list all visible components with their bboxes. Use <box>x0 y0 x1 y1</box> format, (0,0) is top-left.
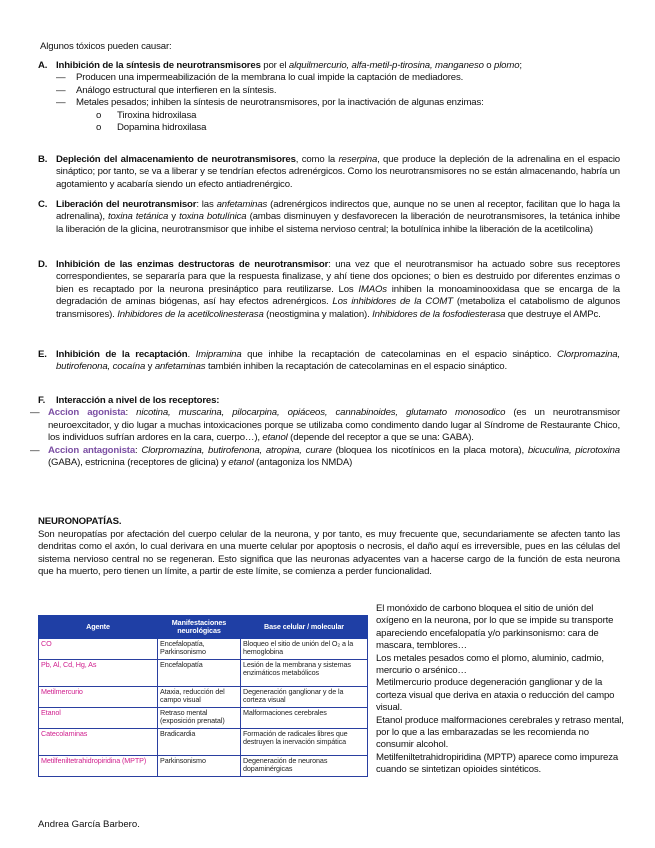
section-letter: A. <box>38 60 48 71</box>
side-paragraph: Etanol produce malformaciones cerebrales y retraso mental, por lo que a las embarazadas se les recomienda no consumir alcohol. <box>376 714 624 751</box>
section-text: Liberación del neurotransmisor: las anfetaminas (adrenérgicos indirectos que, aunque no se unen al receptor, facilitan que lo haga la adrenalina), toxina tetánica y toxina botulínica (ambas disminuyen y desfavorecen la liberación de neurotransmisores, la tetánica inhibe la liberación de la glicina, neurotransmisor que inhibe el sistema nervioso central; la botulínica inhibe la liberación de la acetilcolina) <box>56 199 621 235</box>
antagonist-item: — Accion antagonista: Clorpromazina, butirofenona, atropina, curare (bloquea los nicotínicos en la placa motora), bicuculina, picrotoxina (GABA), estricnina (receptores de glicina) y etanol (antagoniza los NMDA) <box>30 444 620 469</box>
neuronopathies-text: Son neuropatías por afectación del cuerpo celular de la neurona, y por tanto, es muy frecuente que, secundariamente se afecten tanto las dendritas como el axón, lo cual derivara en una muerte celular por apoptosis o necrosis, el daño aquí es irreversible, pues en las células del sistema nervioso central no se regeneran. Esto significa que las neuronas adyacentes van a hacerse cargo de la función de esta neurona que ha muerto, pero tienen un límite, a partir de este límite, se comienza a perder funcionalidad. <box>38 529 620 578</box>
section-e <box>38 349 620 374</box>
mechanism-cell: Lesión de la membrana y sistemas enzimáticos metabólicos <box>241 660 368 687</box>
agent-cell: Etanol <box>39 708 158 729</box>
section-d <box>38 259 620 321</box>
section-letter: B. <box>38 154 48 165</box>
column-header: Manifestaciones neurológicas <box>158 616 241 639</box>
column-header: Agente <box>39 616 158 639</box>
side-paragraph: Los metales pesados como el plomo, aluminio, cadmio, mercurio o arsénico… <box>376 652 604 677</box>
intro-text: Algunos tóxicos pueden causar: <box>40 41 172 52</box>
mechanism-cell: Degeneración ganglionar y de la corteza visual <box>241 687 368 708</box>
section-a <box>38 60 620 134</box>
section-title: Inhibición de las enzimas destructoras de neurotransmisor <box>56 259 329 270</box>
manifestation-cell: Encefalopatía <box>158 660 241 687</box>
table-row <box>39 660 368 687</box>
agent-cell: Metilmercurio <box>39 687 158 708</box>
table-row <box>39 639 368 660</box>
agent-cell: Catecolaminas <box>39 729 158 756</box>
table-header-row <box>39 616 368 639</box>
section-letter: E. <box>38 349 47 360</box>
column-header: Base celular / molecular <box>241 616 368 639</box>
mechanism-cell: Malformaciones cerebrales <box>241 708 368 729</box>
section-title: Inhibición de la recaptación <box>56 349 188 360</box>
agent-cell: CO <box>39 639 158 660</box>
section-b <box>38 154 620 191</box>
bullet-item: — Análogo estructural que interfieren en la síntesis. <box>56 84 277 96</box>
side-paragraph: El monóxido de carbono bloquea el sitio de unión del oxígeno en la neurona, por lo que se impide su transporte apareciendo encefalopatía y/o parkinsonismo: cara de mascara, temblores… <box>376 603 614 652</box>
table-row <box>39 756 368 777</box>
section-text: Inhibición de la síntesis de neurotransmisores por el alquilmercurio, alfa-metil-p-tirosina, manganeso o plomo; <box>56 60 522 71</box>
section-title: Inhibición de la síntesis de neurotransmisores <box>56 60 261 71</box>
agonist-label: Accion agonista <box>48 407 126 419</box>
agent-cell: Pb, Al, Cd, Hg, As <box>39 660 158 687</box>
agent-cell: Metilfeniltetrahidropiridina (MPTP) <box>39 756 158 777</box>
sub-bullet-item: o Tiroxina hidroxilasa <box>96 109 197 121</box>
bullet-item: — Producen una impermeabilización de la membrana lo cual impide la captación de mediadores. <box>56 72 464 84</box>
table-row <box>39 729 368 756</box>
side-notes <box>376 603 626 777</box>
mechanism-cell: Formación de radicales libres que destruyen la inervación simpática <box>241 729 368 756</box>
section-letter: D. <box>38 259 48 270</box>
section-c <box>38 199 620 236</box>
table-row <box>39 687 368 708</box>
sub-bullet-item: o Dopamina hidroxilasa <box>96 122 207 134</box>
section-letter: F. <box>38 395 46 406</box>
manifestation-cell: Bradicardia <box>158 729 241 756</box>
author-name: Andrea García Barbero. <box>38 819 140 830</box>
side-paragraph: Metilfeniltetrahidropiridina (MPTP) aparece como impureza cuando se sintetizan opioides sintéticos. <box>376 751 619 776</box>
section-text: Depleción del almacenamiento de neurotransmisores, como la reserpina, que produce la depleción de la adrenalina en el espacio sináptico; por tanto, se va a liberar y se tendrían efectos adrenérgicos. Como los neurotransmisores no se están almacenando, habría un agotamiento y acabaría siendo un efecto antiadrenérgico. <box>56 154 620 190</box>
manifestation-cell: Retraso mental (exposición prenatal) <box>158 708 241 729</box>
section-text: Inhibición de las enzimas destructoras de neurotransmisor: una vez que el neurotransmisor ha actuado sobre sus receptores correspondientes, se separaría para que la respuesta finalizase, y ahí tiene dos opciones; o bien es destruido por diferentes enzimas o bien es recaptado por la neurona presináptico para reutilizarse. Los IMAOs inhiben la monoaminooxidasa que se encarga de la degradación de aminas biógenas, así hay efectos adrenérgicos. Los inhibidores de la COMT (metaboliza el catabolismo de algunos transmisores). Inhibidores de la acetilcolinesterasa (neostigmina y malation). Inhibidores de la fosfodiesterasa que destruye el AMPc. <box>56 259 620 320</box>
section-title: Liberación del neurotransmisor <box>56 199 197 210</box>
agonist-item: — Accion agonista: nicotina, muscarina, pilocarpina, opiáceos, cannabinoides, glutamato monosodico (es un neurotransmisor neuroexcitador, y dio lugar a muchas intoxicaciones porque se utilizaba como condimento dando lugar al Síndrome de Restaurante Chico, los individuos sufrían ardores en la cara, cuerpo…), etanol (depende del receptor a que se una: GABA). <box>30 407 620 444</box>
bullet-item: — Metales pesados; inhiben la síntesis de neurotransmisores, por la inactivación de algunas enzimas: <box>56 97 484 109</box>
section-title: Interacción a nivel de los receptores: <box>56 395 220 406</box>
side-paragraph: Metilmercurio produce degeneración ganglionar y de la corteza visual que deriva en ataxia o reducción del campo visual. <box>376 677 615 714</box>
section-f <box>30 395 620 469</box>
section-letter: C. <box>38 199 48 210</box>
mechanism-cell: Bloqueo el sitio de unión del O₂ a la hemoglobina <box>241 639 368 660</box>
mechanism-cell: Degeneración de neuronas dopaminérgicas <box>241 756 368 777</box>
manifestation-cell: Encefalopatía, Parkinsonismo <box>158 639 241 660</box>
manifestation-cell: Ataxia, reducción del campo visual <box>158 687 241 708</box>
agents-table <box>38 615 368 777</box>
neuronopathies-title: NEURONOPATÍAS. <box>38 516 122 527</box>
section-text: Inhibición de la recaptación. Imipramina que inhibe la recaptación de catecolaminas en el espacio sináptico. Clorpromazina, butirofenona, cocaína y anfetaminas también inhiben la recaptación de catecolaminas en el espacio sináptico. <box>56 349 620 373</box>
table-row <box>39 708 368 729</box>
manifestation-cell: Parkinsonismo <box>158 756 241 777</box>
section-title: Depleción del almacenamiento de neurotransmisores <box>56 154 296 165</box>
antagonist-label: Accion antagonista <box>48 444 136 456</box>
